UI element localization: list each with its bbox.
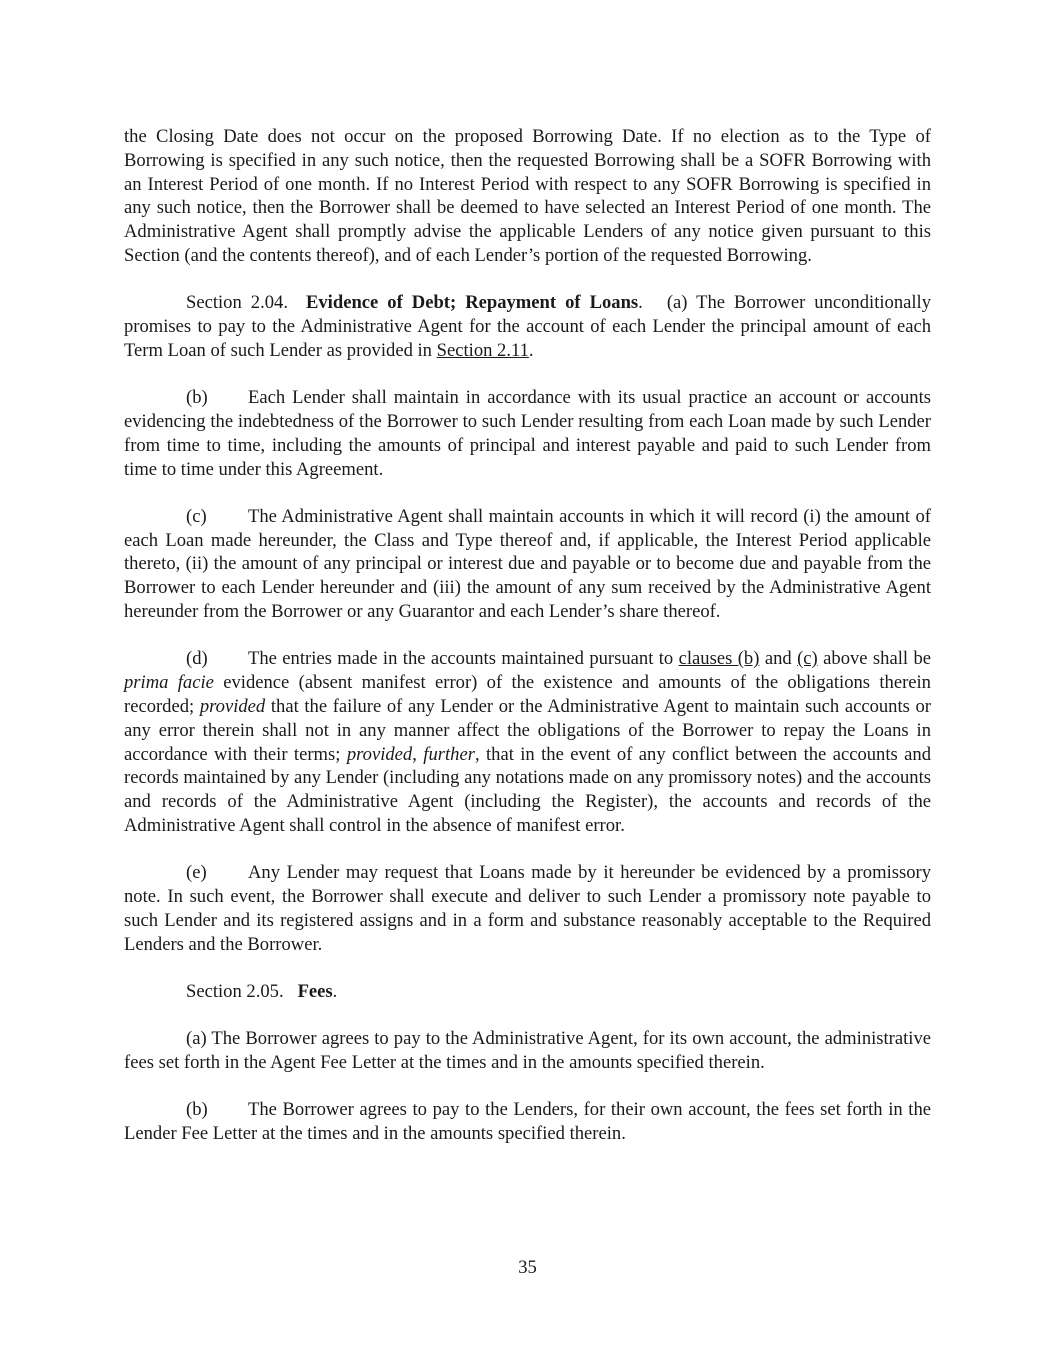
fees-clause-a-text: The Borrower agrees to pay to the Administrative Agent, for its own account, the administrative fees set forth in the Agent Fee Letter at the times and in the amounts specified therein. (124, 1028, 932, 1073)
section-2-04-paragraph (124, 291, 931, 362)
clause-b-text: Each Lender shall maintain in accordance with its usual practice an account or accounts evidencing the indebtedness of the Borrower to such Lender resulting from each Loan made by such Lender from time to time, including the amounts of principal and interest payable and paid to such Lender from time to time under this Agreement. (124, 387, 931, 480)
clause-e-text: Any Lender may request that Loans made by it hereunder be evidenced by a promissory note. In such event, the Borrower shall execute and deliver to such Lender a promissory note payable to such Lender and its registered assigns and in a form and substance reasonably acceptable to the Required Lenders and the Borrower. (124, 862, 931, 955)
provided-further-italic-1: provided (346, 743, 413, 765)
paragraph-borrowing-continued (124, 125, 931, 268)
section-2-04-label: Section 2.04. (186, 292, 288, 314)
prima-facie-italic: prima facie (124, 672, 214, 694)
section-2-11-reference: Section 2.11 (436, 339, 529, 361)
clause-c-label: (c) (186, 505, 207, 527)
page-number: 35 (518, 1257, 537, 1278)
clause-d-text-4: evidence (absent manifest error) of the existence and amounts of the obligations therein recorded; (124, 672, 931, 717)
clauses-b-reference: clauses (b) (678, 648, 760, 670)
section-2-05-paragraph (124, 980, 931, 1004)
clause-d-paragraph (124, 647, 931, 837)
section-2-04-heading: Evidence of Debt; Repayment of Loans (305, 292, 639, 314)
clause-a-end: . (528, 339, 534, 361)
clause-d-text-6: , that in the event of any conflict between the accounts and records maintained by any Lender (including any notations made on any promissory notes) and the accounts and records of the Administrative Agent (including the Register), the accounts and records of the Administrative Agent shall control in the absence of manifest error. (124, 743, 931, 836)
section-2-05-heading: Fees (297, 980, 333, 1002)
clause-d-comma: , (412, 743, 417, 765)
clause-e-label: (e) (186, 862, 207, 884)
clause-d-text-1: The entries made in the accounts maintained pursuant to (248, 648, 674, 670)
clause-c-reference: (c) (797, 648, 818, 670)
section-2-05-label: Section 2.05. (186, 980, 284, 1002)
fees-clause-b-paragraph (124, 1098, 931, 1146)
provided-further-italic-2: further (423, 743, 475, 765)
fees-heading-period: . (332, 980, 338, 1002)
clause-c-paragraph (124, 505, 931, 624)
clause-d-label: (d) (186, 648, 208, 670)
clause-a-text: The Borrower unconditionally promises to pay to the Administrative Agent for the account of each Lender the principal amount of each Term Loan of such Lender as provided in (124, 292, 932, 361)
clause-c-text: The Administrative Agent shall maintain accounts in which it will record (i) the amount of each Loan made hereunder, the Class and Type thereof and, if applicable, the Interest Period applicable thereto, (ii) the amount of any principal or interest due and payable or to become due and payable from the Borrower to each Lender hereunder and (iii) the amount of any sum received by the Administrative Agent hereunder from the Borrower or any Guarantor and each Lender’s share thereof. (124, 505, 931, 623)
clause-d-text-2: and (764, 648, 792, 670)
fees-clause-b-text: The Borrower agrees to pay to the Lenders, for their own account, the fees set forth in the Lender Fee Letter at the times and in the amounts specified therein. (124, 1099, 931, 1145)
provided-italic: provided (199, 695, 266, 717)
clause-b-label: (b) (186, 387, 208, 409)
fees-clause-a-label: (a) (186, 1028, 207, 1050)
clause-b-paragraph (124, 386, 931, 481)
document-page (124, 125, 931, 1169)
paragraph-text: the Closing Date does not occur on the proposed Borrowing Date. If no election as to the Type of Borrowing is specified in any such notice, then the requested Borrowing shall be a SOFR Borrowing with an Interest Period of one month. If no Interest Period with respect to any SOFR Borrowing is specified in any such notice, then the Borrower shall be deemed to have selected an Interest Period of one month. The Administrative Agent shall promptly advise the applicable Lenders of any notice given pursuant to this Section (and the contents thereof), and of each Lender’s portion of the requested Borrowing. (124, 126, 931, 266)
clause-a-label: (a) (666, 292, 688, 314)
heading-period: . (638, 292, 643, 314)
clause-e-paragraph (124, 861, 931, 956)
clause-d-text-3: above shall be (823, 648, 931, 670)
fees-clause-b-label: (b) (186, 1099, 208, 1121)
fees-clause-a-paragraph (124, 1027, 931, 1075)
clause-d-text-5: that the failure of any Lender or the Administrative Agent to maintain such accounts or any error therein shall not in any manner affect the obligations of the Borrower to repay the Loans in accordance with their terms; (124, 695, 931, 765)
